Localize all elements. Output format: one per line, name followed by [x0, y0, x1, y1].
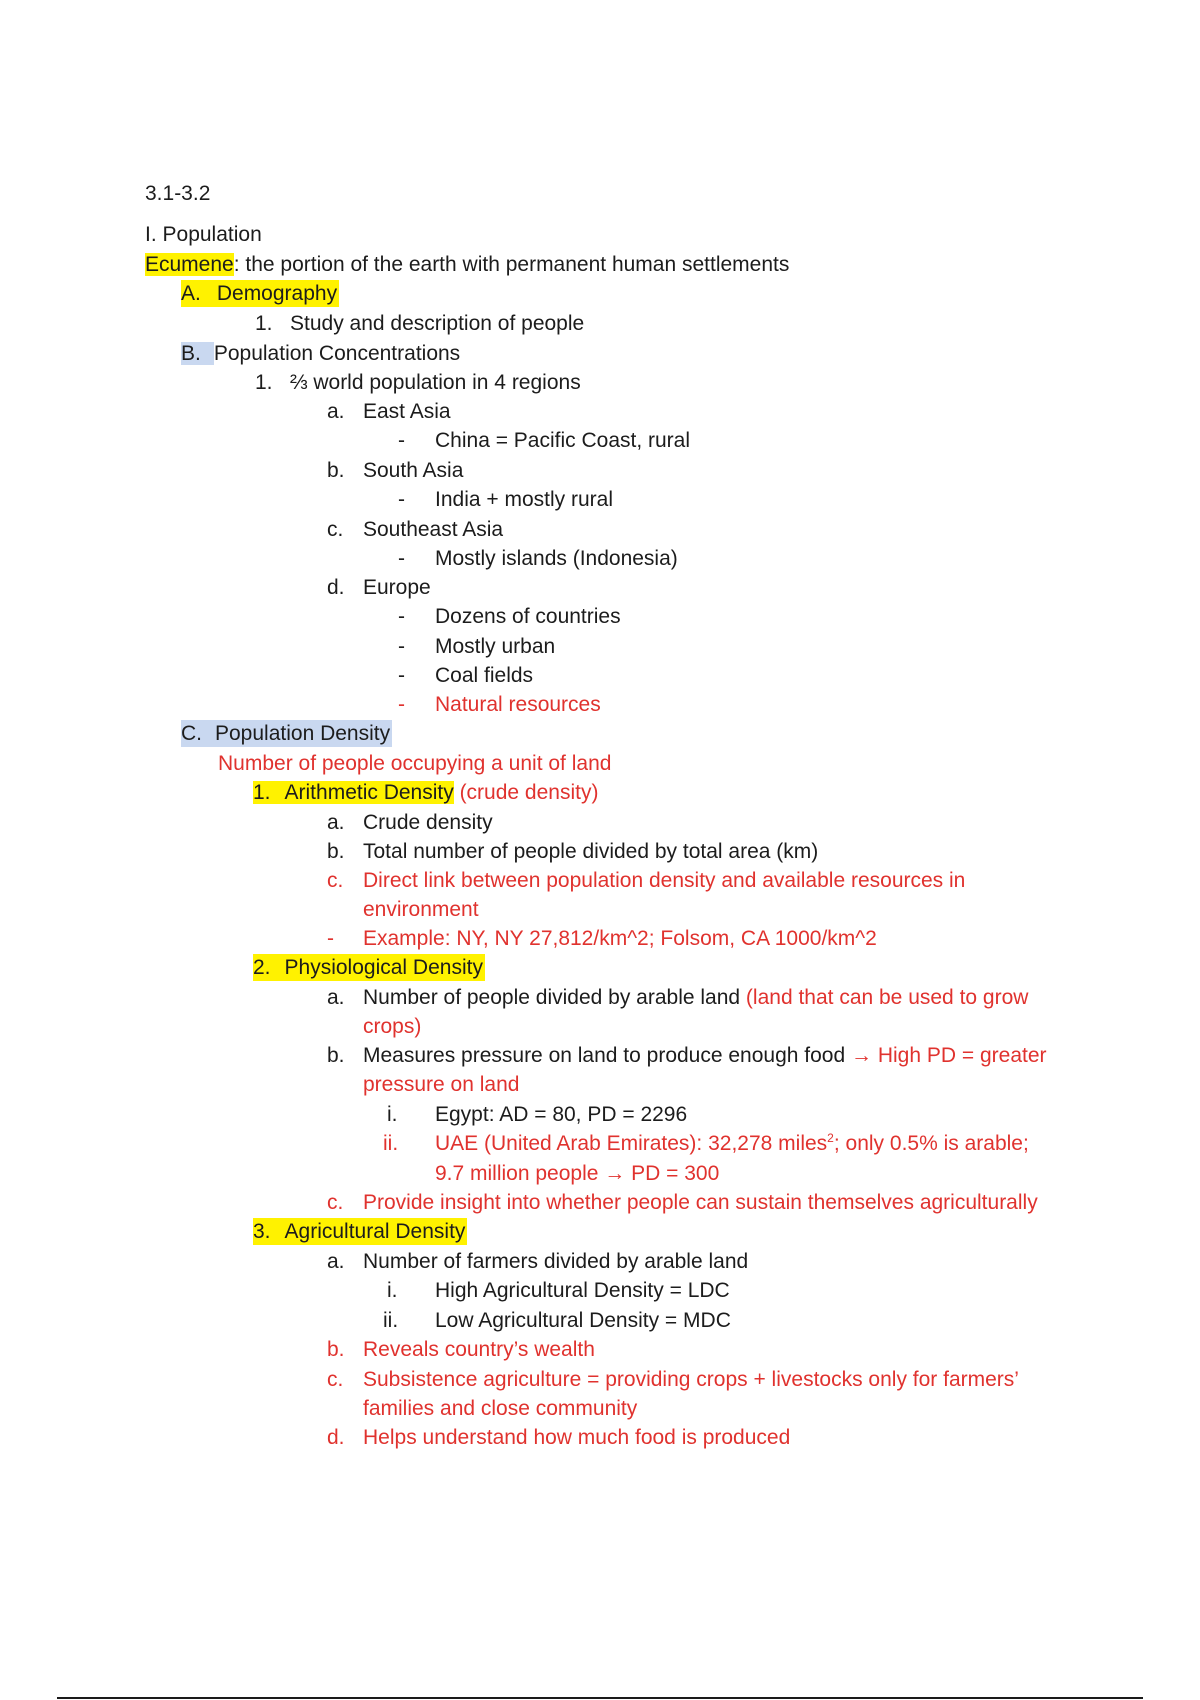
- arithmetic-heading: [253, 779, 598, 806]
- arithmetic-title: Arithmetic Density: [284, 781, 454, 804]
- physiological-item-text: Number of people divided by arable land: [363, 986, 746, 1009]
- agricultural-heading: [253, 1218, 467, 1245]
- section-heading: [145, 221, 262, 248]
- agricultural-item: Subsistence agriculture = providing crops + livestocks only for farmers’: [363, 1368, 1019, 1391]
- demography-title: Demography: [216, 282, 338, 305]
- demography-item: Study and description of people: [290, 312, 585, 335]
- physiological-title: Physiological Density: [284, 956, 483, 979]
- arithmetic-item-cont: environment: [363, 898, 479, 921]
- list-marker: ii.: [383, 1309, 399, 1332]
- region-southeast-asia: Southeast Asia: [363, 518, 504, 541]
- list-marker: ii.: [383, 1132, 399, 1155]
- list-marker: b.: [327, 840, 345, 863]
- arithmetic-item: Direct link between population density and available resources in: [363, 869, 966, 892]
- list-marker: c.: [327, 1191, 344, 1214]
- concentrations-heading: [181, 340, 460, 367]
- physiological-item-note: → High PD = greater: [851, 1044, 1047, 1067]
- list-marker: a.: [327, 400, 345, 423]
- concentrations-title: Population Concentrations: [213, 342, 461, 365]
- list-marker: 3.: [253, 1220, 271, 1243]
- ecumene-definition: [145, 251, 789, 278]
- agricultural-item: Number of farmers divided by arable land: [363, 1250, 749, 1273]
- europe-note: Coal fields: [435, 664, 534, 687]
- south-asia-note: India + mostly rural: [435, 488, 613, 511]
- list-marker: b.: [327, 1044, 345, 1067]
- list-marker: 1.: [253, 781, 271, 804]
- europe-note: Mostly urban: [435, 635, 556, 658]
- list-marker: a.: [327, 986, 345, 1009]
- physiological-example-cont: 9.7 million people → PD = 300: [435, 1162, 720, 1185]
- document-title: 3.1-3.2: [145, 182, 211, 205]
- page-bottom-rule: [57, 1697, 1143, 1699]
- agricultural-example: High Agricultural Density = LDC: [435, 1279, 730, 1302]
- bullet-dash: -: [398, 547, 405, 570]
- physiological-item-text: Measures pressure on land to produce enough food: [363, 1044, 851, 1067]
- uae-text-rest: ; only 0.5% is arable;: [833, 1132, 1029, 1155]
- density-marker: C.: [181, 722, 202, 745]
- list-marker: i.: [387, 1103, 398, 1126]
- agricultural-item: Helps understand how much food is produced: [363, 1426, 791, 1449]
- uae-superscript: 2: [827, 1131, 834, 1145]
- density-title: Population Density: [215, 722, 391, 745]
- demography-heading: [181, 280, 339, 307]
- ecumene-term: Ecumene: [145, 253, 234, 276]
- physiological-item-cont: pressure on land: [363, 1073, 520, 1096]
- list-marker: d.: [327, 576, 345, 599]
- bullet-dash: -: [398, 635, 405, 658]
- agricultural-title: Agricultural Density: [284, 1220, 466, 1243]
- density-heading: [181, 720, 392, 747]
- region-europe: Europe: [363, 576, 431, 599]
- list-marker: b.: [327, 1338, 345, 1361]
- arithmetic-note: (crude density): [453, 781, 599, 804]
- region-east-asia: East Asia: [363, 400, 451, 423]
- physiological-example: [435, 1130, 1029, 1157]
- agricultural-item-cont: families and close community: [363, 1397, 638, 1420]
- list-marker: 1.: [255, 371, 273, 394]
- list-marker: b.: [327, 459, 345, 482]
- physiological-example: Egypt: AD = 80, PD = 2296: [435, 1103, 688, 1126]
- physiological-item: [363, 984, 1028, 1011]
- list-marker: a.: [327, 1250, 345, 1273]
- agricultural-item: Reveals country’s wealth: [363, 1338, 595, 1361]
- density-definition: Number of people occupying a unit of land: [218, 752, 612, 775]
- list-marker: c.: [327, 518, 344, 541]
- bullet-dash: -: [398, 664, 405, 687]
- arithmetic-item: Total number of people divided by total area (km): [363, 840, 819, 863]
- arithmetic-example: Example: NY, NY 27,812/km^2; Folsom, CA 1000/km^2: [363, 927, 877, 950]
- bullet-dash: -: [398, 429, 405, 452]
- bullet-dash: -: [398, 488, 405, 511]
- list-marker: 2.: [253, 956, 271, 979]
- arithmetic-highlight: [253, 781, 454, 804]
- demography-marker: A.: [181, 282, 201, 305]
- list-marker: c.: [327, 1368, 344, 1391]
- europe-note: Natural resources: [435, 693, 601, 716]
- list-marker: c.: [327, 869, 344, 892]
- physiological-item: [363, 1042, 1047, 1069]
- concentrations-item: ⅔ world population in 4 regions: [290, 371, 581, 394]
- bullet-dash: -: [327, 927, 334, 950]
- physiological-item: Provide insight into whether people can sustain themselves agriculturally: [363, 1191, 1038, 1214]
- arithmetic-item: Crude density: [363, 811, 493, 834]
- concentrations-marker: B.: [181, 342, 214, 365]
- europe-note: Dozens of countries: [435, 605, 621, 628]
- list-marker: d.: [327, 1426, 345, 1449]
- list-marker: i.: [387, 1279, 398, 1302]
- agricultural-example: Low Agricultural Density = MDC: [435, 1309, 731, 1332]
- uae-text: UAE (United Arab Emirates): 32,278 miles: [435, 1132, 828, 1155]
- physiological-heading: [253, 954, 485, 981]
- east-asia-note: China = Pacific Coast, rural: [435, 429, 691, 452]
- southeast-asia-note: Mostly islands (Indonesia): [435, 547, 678, 570]
- bullet-dash: -: [398, 605, 405, 628]
- ecumene-text: : the portion of the earth with permanent human settlements: [233, 253, 790, 276]
- physiological-item-note: (land that can be used to grow: [745, 986, 1029, 1009]
- list-marker: 1.: [255, 312, 273, 335]
- physiological-item-cont: crops): [363, 1015, 422, 1038]
- section-marker: I.: [145, 223, 157, 246]
- region-south-asia: South Asia: [363, 459, 464, 482]
- bullet-dash: -: [398, 693, 405, 716]
- list-marker: a.: [327, 811, 345, 834]
- section-title: Population: [162, 223, 262, 246]
